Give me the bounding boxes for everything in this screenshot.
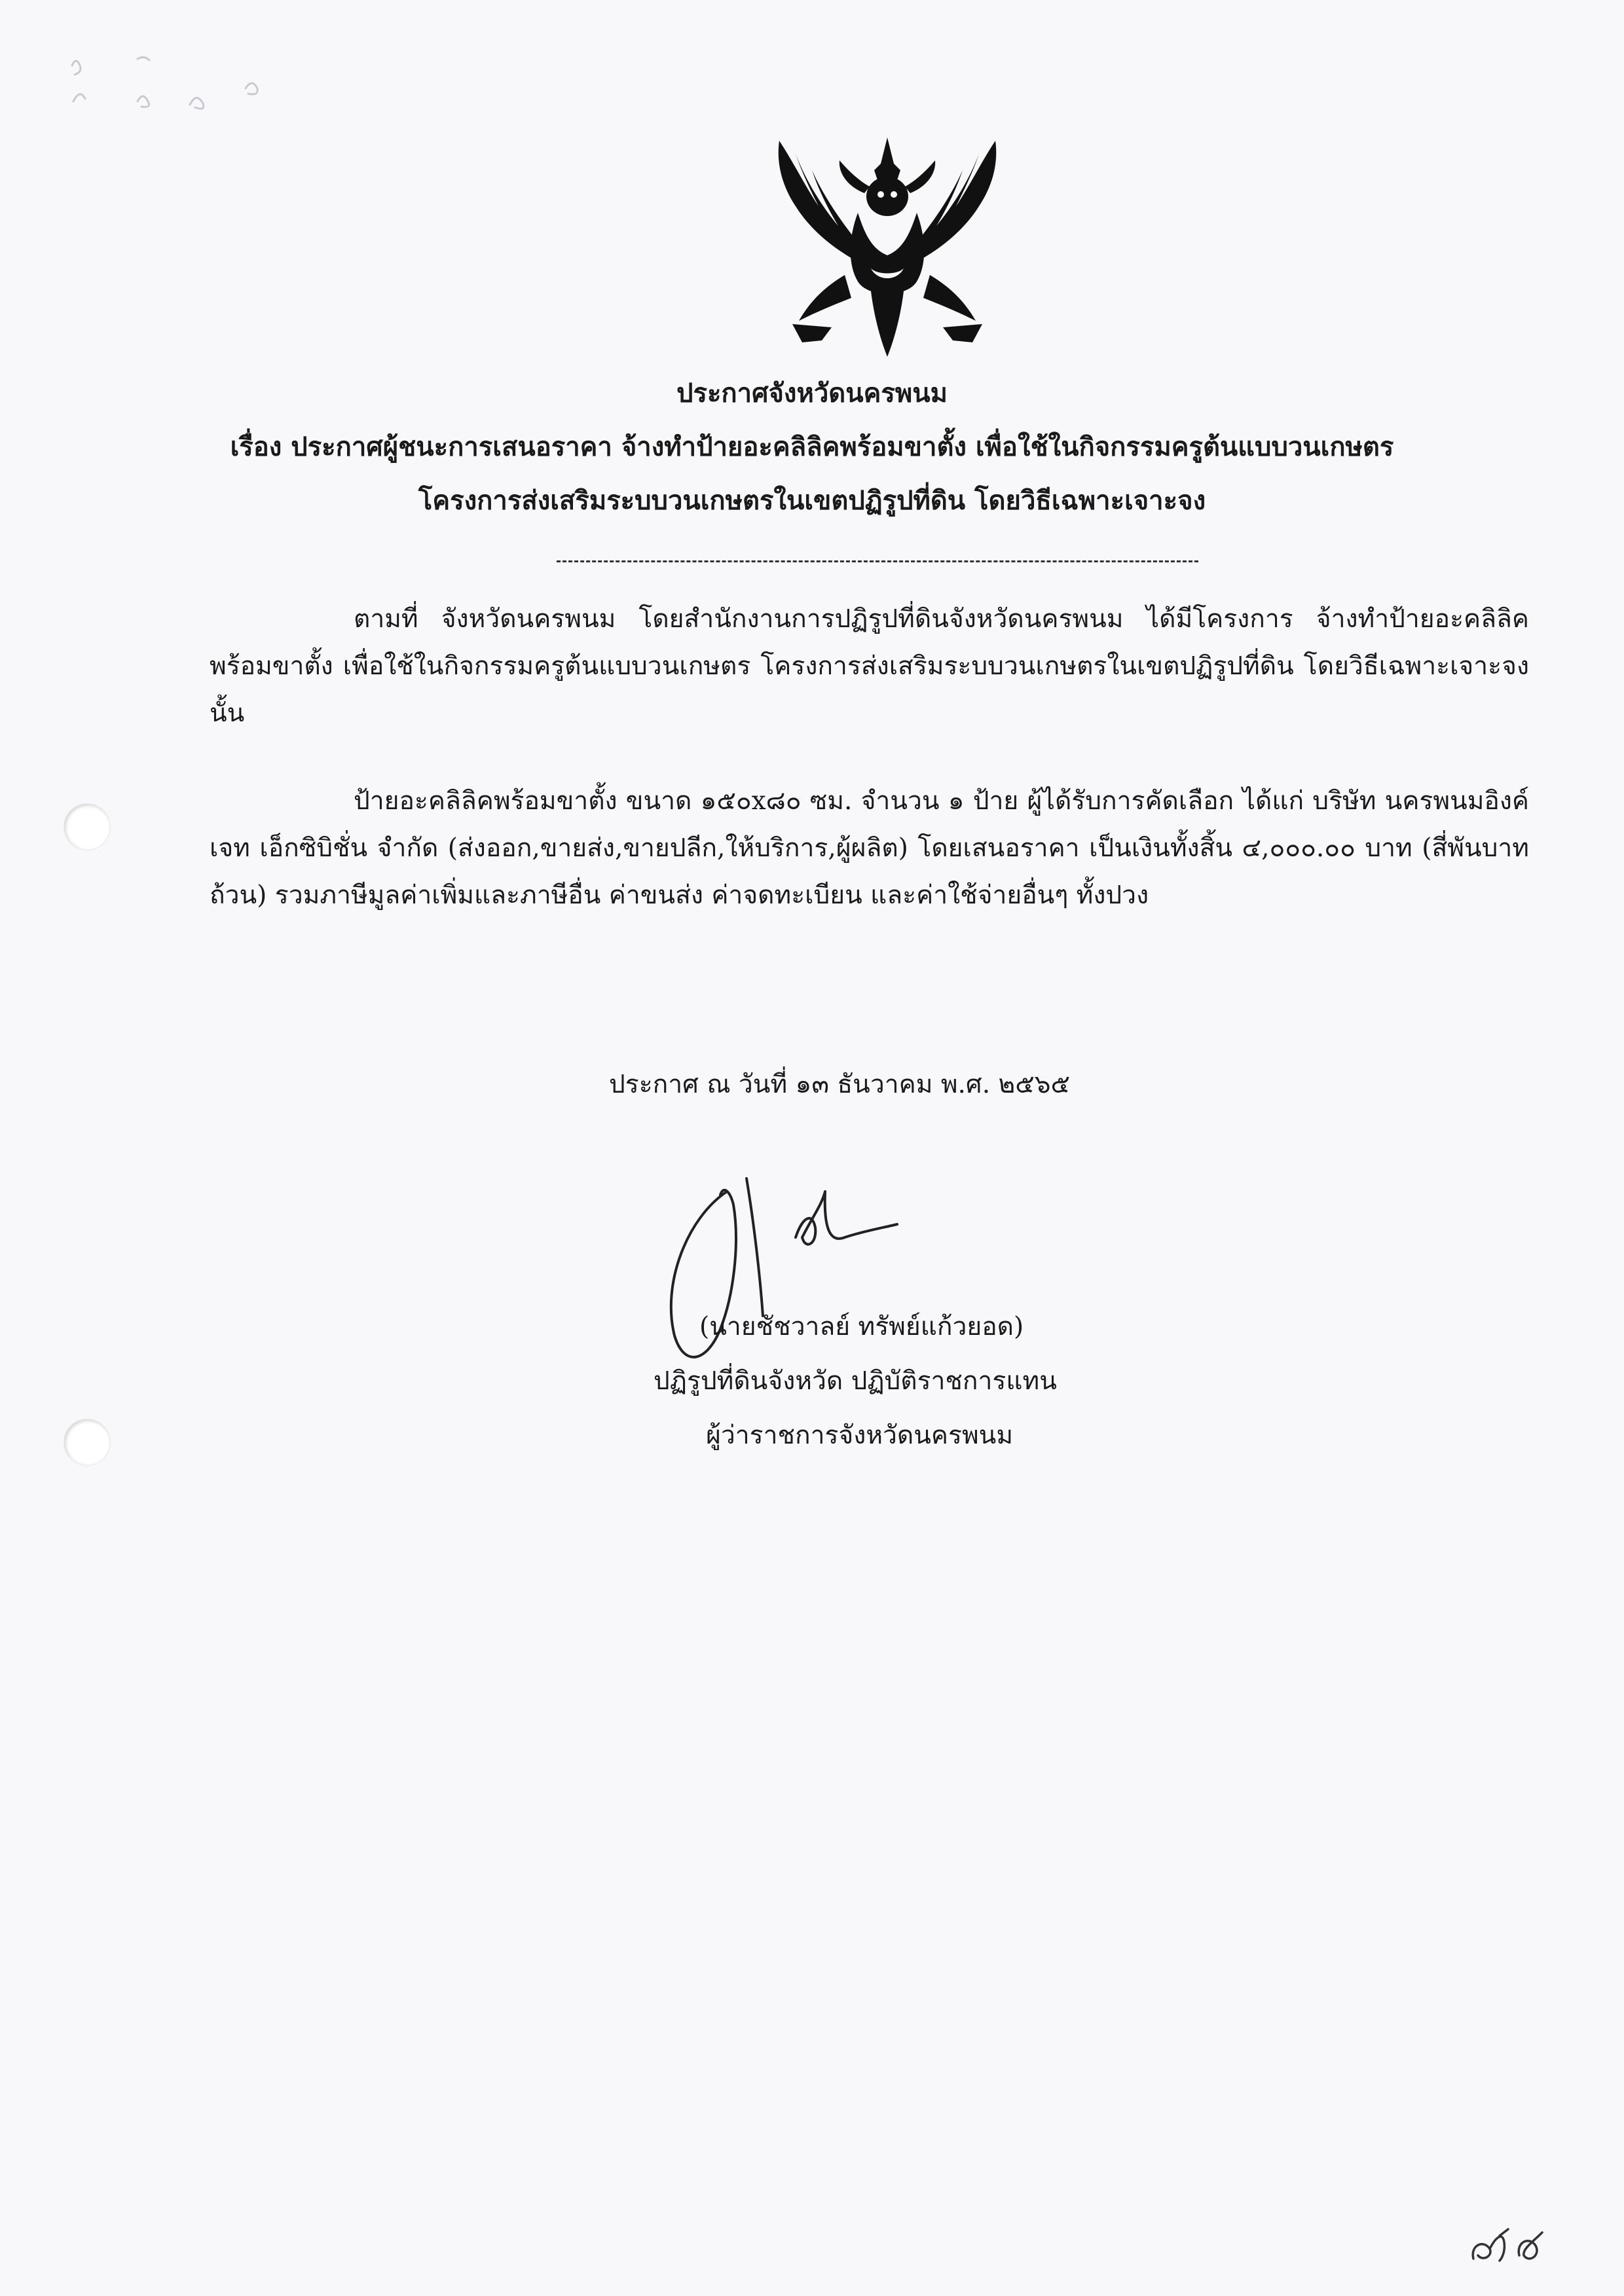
subject-line-2: โครงการส่งเสริมระบบวนเกษตรในเขตปฏิรูปที่ดิน โดยวิธีเฉพาะเจาะจง	[418, 485, 1206, 516]
separator-dashed-line	[557, 560, 1198, 562]
punch-hole	[64, 1419, 110, 1465]
body-paragraph-2: ป้ายอะคลิลิคพร้อมขาตั้ง ขนาด ๑๕๐x๘๐ ซม. จำนวน ๑ ป้าย ผู้ได้รับการคัดเลือก ได้แก่ บริษัท นครพนมอิงค์เจท เอ็กซิบิชั่น จำกัด (ส่งออก,ขายส่ง,ขายปลีก,ให้บริการ,ผู้ผลิต) โดยเสนอราคา เป็นเงินทั้งสิ้น ๔,๐๐๐.๐๐ บาท (สี่พันบาทถ้วน) รวมภาษีมูลค่าเพิ่มและภาษีอื่น ค่าขนส่ง ค่าจดทะเบียน และค่าใช้จ่ายอื่นๆ ทั้งปวง	[210, 786, 1529, 910]
body-paragraph-1: ตามที่ จังหวัดนครพนม โดยสำนักงานการปฏิรูปที่ดินจังหวัดนครพนม ได้มีโครงการ จ้างทำป้ายอะคลิลิค พร้อมขาตั้ง เพื่อใช้ในกิจกรรมครูต้นแบบวนเกษตร โครงการส่งเสริมระบบวนเกษตรในเขตปฏิรูปที่ดิน โดยวิธีเฉพาะเจาะจง นั้น	[210, 604, 1529, 728]
subject-line-1: เรื่อง ประกาศผู้ชนะการเสนอราคา จ้างทำป้ายอะคลิลิคพร้อมขาตั้ง เพื่อใช้ในกิจกรรมครูต้นแบบวนเกษตร	[230, 431, 1394, 462]
faint-handwritten-marks	[59, 39, 275, 124]
body-paragraph-2-container	[210, 778, 1529, 919]
body-paragraph-1-container	[210, 596, 1529, 737]
handwritten-page-mark	[1464, 2223, 1555, 2269]
announcement-title-block	[105, 367, 1519, 528]
punch-hole	[64, 804, 110, 850]
garuda-emblem-icon	[766, 134, 1008, 360]
signatory-block	[616, 1300, 1126, 1463]
signatory-name: (นายชัชวาลย์ ทรัพย์แก้วยอด)	[699, 1312, 1024, 1341]
signatory-position-1: ปฏิรูปที่ดินจังหวัด ปฏิบัติราชการแทน	[654, 1366, 1057, 1396]
announcement-date: ประกาศ ณ วันที่ ๑๓ ธันวาคม พ.ศ. ๒๕๖๕	[609, 1070, 1070, 1099]
announcement-title: ประกาศจังหวัดนครพนม	[676, 378, 948, 409]
signatory-position-2: ผู้ว่าราชการจังหวัดนครพนม	[706, 1421, 1014, 1450]
